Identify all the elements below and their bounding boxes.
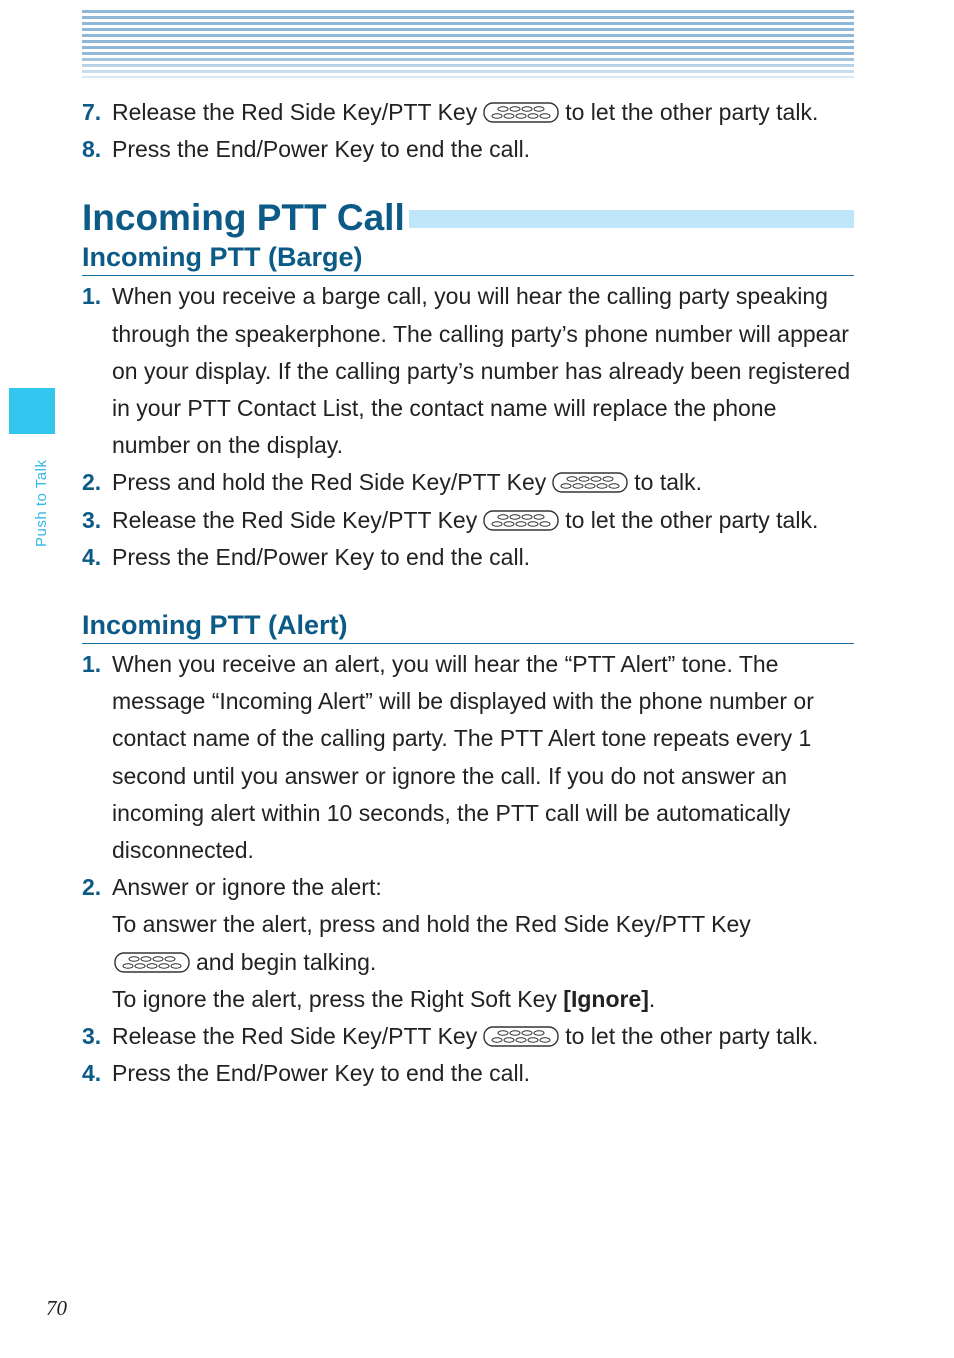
ignore-text: To ignore the alert, press the Right Soft Key <box>112 985 557 1012</box>
step-8 <box>82 131 854 168</box>
step-text-after: to talk. <box>634 469 703 496</box>
step-number: 2. <box>82 874 102 901</box>
side-tab-label: Push to Talk <box>33 459 50 547</box>
ptt-key-icon <box>114 952 190 973</box>
step-text-after: to let the other party talk. <box>565 506 819 533</box>
ignore-end: . <box>648 985 656 1012</box>
barge-step-1 <box>82 278 854 464</box>
barge-step-3 <box>82 502 854 539</box>
step-number: 7. <box>82 99 102 125</box>
step-7 <box>82 94 854 131</box>
page-content <box>82 94 854 1092</box>
step-text: When you receive an alert, you will hear the “PTT Alert” tone. The message “Incoming Alert” will be displayed with the phone number or contact name of the calling party. The PTT Alert tone repeats every 1 second until you answer or ignore the call. If you do not answer an incoming alert within 10 seconds, the PTT call will be automatically disconnected. <box>112 651 814 864</box>
step-text: Release the Red Side Key/PTT Key <box>112 1023 478 1050</box>
answer-instruction <box>112 906 854 980</box>
alert-step-2 <box>82 869 854 1018</box>
step-number: 1. <box>82 283 102 310</box>
step-text-after: to let the other party talk. <box>565 99 819 125</box>
step-number: 8. <box>82 136 102 163</box>
ptt-key-icon <box>483 510 559 531</box>
ptt-key-icon <box>552 472 628 493</box>
step-number: 2. <box>82 469 102 496</box>
page-number: 70 <box>46 1296 67 1320</box>
section-title-barge: Incoming PTT (Barge) <box>82 240 854 276</box>
step-number: 1. <box>82 651 102 678</box>
header-band <box>82 10 854 78</box>
alert-step-3 <box>82 1018 854 1055</box>
section-title-alert: Incoming PTT (Alert) <box>82 608 854 644</box>
step-text: Press the End/Power Key to end the call. <box>112 1060 531 1087</box>
ptt-key-icon <box>483 1026 559 1047</box>
step-text: Release the Red Side Key/PTT Key <box>112 99 478 125</box>
ignore-softkey-label: [Ignore] <box>563 985 649 1012</box>
step-text-after: to let the other party talk. <box>565 1023 819 1050</box>
step-text: Press the End/Power Key to end the call. <box>112 543 531 570</box>
barge-step-4 <box>82 539 854 576</box>
step-number: 4. <box>82 1060 102 1087</box>
step-number: 3. <box>82 1023 102 1050</box>
ignore-instruction <box>112 981 854 1018</box>
step-text: Press the End/Power Key to end the call. <box>112 136 531 163</box>
alert-step-1 <box>82 646 854 869</box>
answer-text: To answer the alert, press and hold the Red Side Key/PTT Key <box>112 911 751 938</box>
step-text: Answer or ignore the alert: <box>112 874 382 901</box>
answer-text-after: and begin talking. <box>196 948 377 975</box>
step-text: Press and hold the Red Side Key/PTT Key <box>112 469 547 496</box>
step-text: When you receive a barge call, you will hear the calling party speaking through the speakerphone. The calling party’s phone number will appear on your display. If the calling party’s number has already been registered in your PTT Contact List, the contact name will replace the phone number on the display. <box>112 283 851 459</box>
page-title: Incoming PTT Call <box>82 196 409 240</box>
alert-step-4 <box>82 1055 854 1092</box>
side-tab-marker <box>9 388 55 434</box>
step-number: 4. <box>82 543 102 570</box>
ptt-key-icon <box>483 102 559 123</box>
barge-step-2 <box>82 464 854 501</box>
step-text: Release the Red Side Key/PTT Key <box>112 506 478 533</box>
step-number: 3. <box>82 506 102 533</box>
page-title-row <box>82 196 854 240</box>
